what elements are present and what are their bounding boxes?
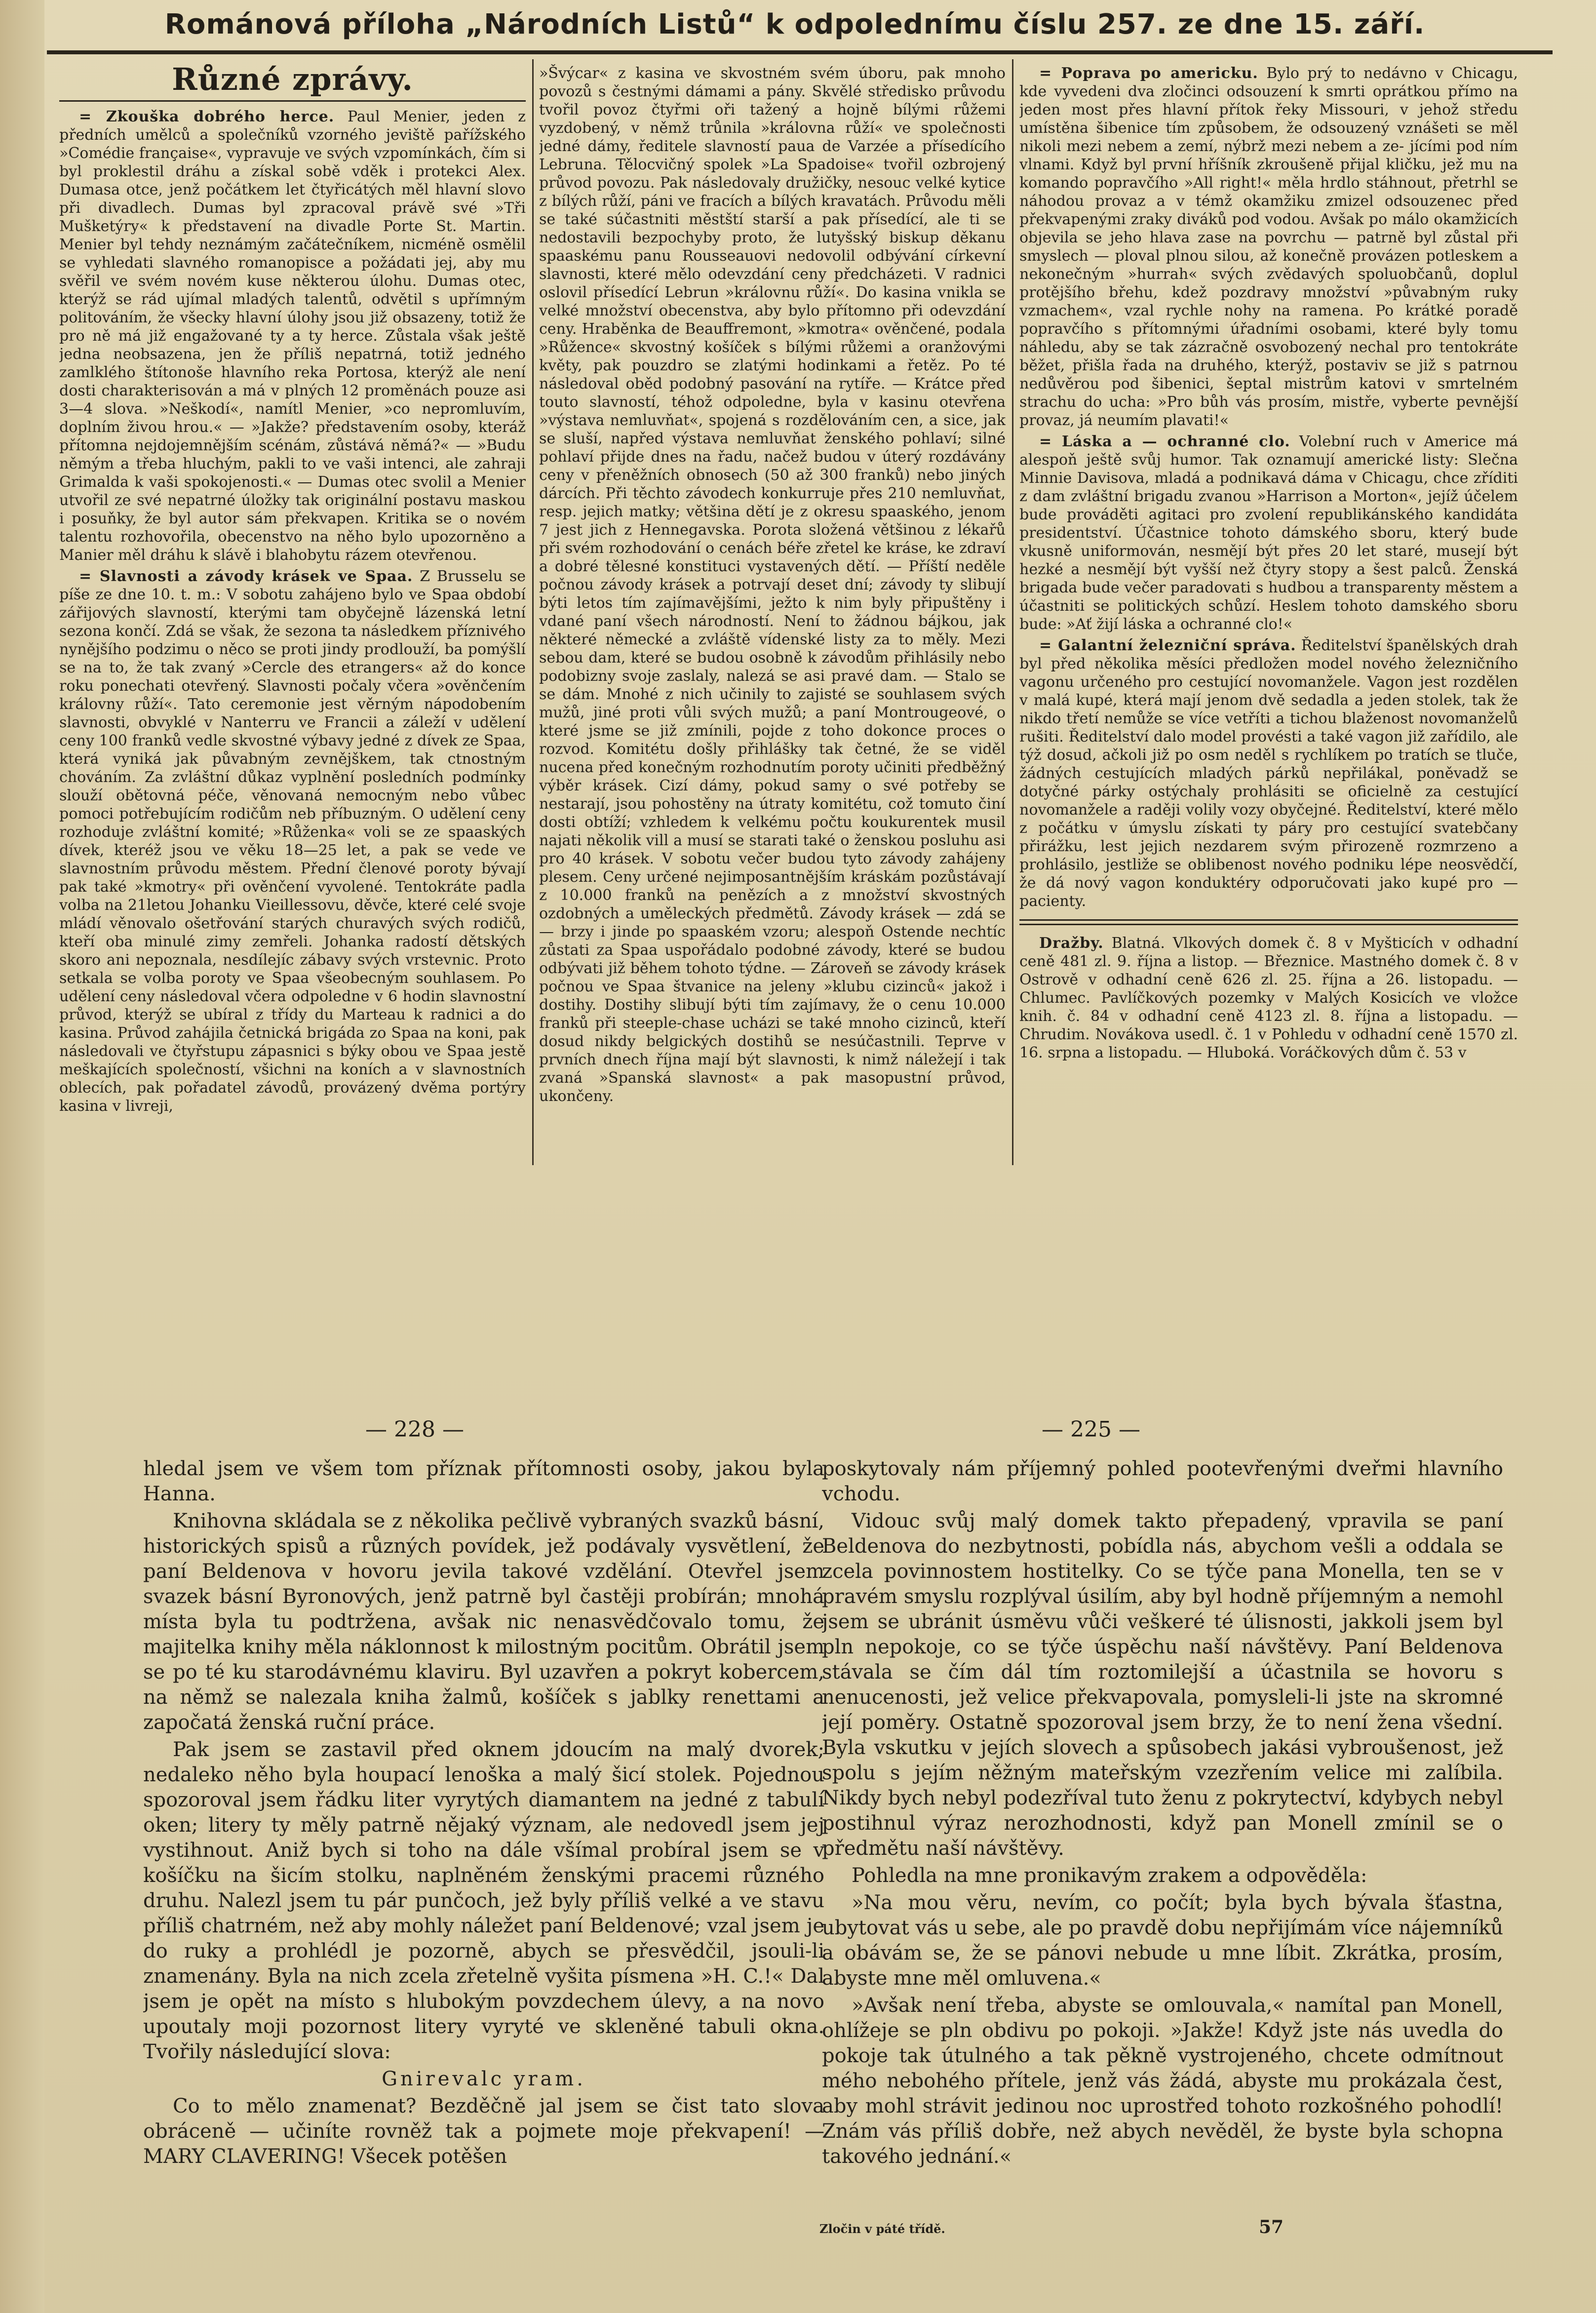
novel-page-right [822, 1456, 1503, 2197]
news-item-title: = Poprava po americku. [1039, 65, 1258, 82]
novel-paragraph: Vidouc svůj malý domek takto přepadený, vpravila se paní Beldenova do nezbytnosti, pobídla nás, abychom vešli a oddala se zcela povinnostem hostitelky. Co se týče pana Monella, ten se v pravém smyslu rozplýval úsilím, aby byl hodně příjemným a nemohl jsem se ubránit úsměvu vůči veškeré té úlisnosti, jakkoli jsem byl pln nepokoje, co se týče úspěchu naší návštěvy. Paní Beldenova stávala se čím dál tím roztomilejší a účastnila se hovoru s nenucenosti, jež velice překvapovala, pomysleli-li jste na skromné její poměry. Ostatně spozoroval jsem brzy, že to není žena všední. Byla vskutku v jejích slovech a spůsobech jakási vybroušenost, jež spolu s jejím něžným mateřským vzezřením velice mi zalíbila. Nikdy bych nebyl podezříval tuto ženu z pokrytectví, kdybych nebyl postihnul výraz nerozhodnosti, když pan Monell zmínil se o předmětu naší návštěvy. [822, 1510, 1503, 1860]
news-item-text: Paul Menier, jeden z předních umělců a společníků vzorného jeviště pařížského »Comédie française«, vypravuje ve svých vzpomínkách, čím si byl proklestil dráhu a získal sobě vděk i protekci Alex. Dumasa otce, jenž počátkem let čtyřicátých měl hlavní slovo při divadlech. Dumas byl zpracoval právě své »Tři Mušketýry« k představení na divadle Porte St. Martin. Menier byl tehdy neznámým začátečníkem, nicméně osmělil se vyhledati slavného romanopisce a požádati jej, aby mu svěřil ve svém novém kuse některou úlohu. Dumas otec, kterýž se rád ujímal mladých talentů, odvětil s upřímným politováním, že všecky hlavní úlohy jsou již obsazeny, totiž že pro ně má již engažované ty a ty herce. Zůstala však ještě jedna neobsazena, jen že příliš nepatrná, totiž jedného zamlklého štítonoše hlavního reka Portosa, kterýž ale není dosti charakterisován a má v plných 12 proměnách pouze asi 3—4 slova. »Neškodí«, namítl Menier, »co nepromluvím, doplním živou hrou.« — »Jakže? představením osoby, kteráž přítomna nejdojemnějším scénám, zůstává němá?« — »Budu němým a třeba hluchým, pakli to ve vaši intenci, ale zahraji Grimalda k vaši spokojenosti.« — Dumas otec svolil a Menier utvořil ze své nepatrné úložky tak originální postavu maskou i posuňky, že byl autor sám překvapen. Kritika se o novém talentu rozhovořila, obecenstvo na něho bylo upozorněno a Manier měl dráhu k slávě i blahobytu rázem otevřenou. [59, 108, 526, 564]
news-item [1019, 432, 1518, 633]
news-item [59, 567, 526, 1115]
news-item-continued: »Švýcar« z kasina ve skvostném svém úboru, pak mnoho povozů s čestnými dámami a pány. Skvělé středisko průvodu tvořil povoz čtyřmi oři tažený a hojně bílými růžemi vyzdobený, v němž trůnila »královna růží« ve společnosti jedné dámy, ředitele slavností paua de Varzée a přísedícího Lebruna. Tělocvičný spolek »La Spadoise« tvořil ozbrojený průvod povozu. Pak následovaly družičky, nesouc velké kytice z bílých růží, páni ve fracích a bílých kravatách. Průvodu měli se také súčastniti městští starší a pak přísedící, ale ti se nedostavili bezpochyby proto, že lutyšský biskup děkanu spaaskému panu Rousseauovi nedovolil odbývání církevní slavnosti, které mělo odevzdání ceny předcházeti. V radnici oslovil přísedící Lebrun »královnu růží«. Do kasina vnikla se velké množství obecenstva, aby bylo přítomno při odevzdání ceny. Hraběnka de Beauffremont, »kmotra« ověnčené, podala »Růžence« skvostný košíček s bílými růžemi a oranžovými květy, pak pouzdro se zlatými hodinkami a řetěz. Po té následoval oběd podobný pasování na rytíře. — Krátce před touto slavností, téhož odpoledne, byla v kasinu otevřena »výstava nemluvňat«, spojená s rozdělováním cen, a sice, jak se sluší, napřed výstava nemluvňat ženského pohlaví; silné pohlaví přijde dnes na řadu, načež budou v úterý rozdávány ceny v přeněžních obnosech (50 až 300 franků) nebo jiných dárcích. Při těchto závodech konkurruje přes 210 nemluvňat, resp. jejich matky; většina dětí je z okresu spaaského, jenom 7 jest jich z Hennegavska. Porota složená většinou z lékařů při svém rozhodování o cenách béře zřetel ke kráse, ke zdraví a dobré tělesné konstituci vystavených dětí. — Příští neděle počnou závody krásek a potrvají deset dní; závody ty slibují býti letos tím zajímavějšími, ježto k nim byly připuštěny i vdané paní všech národností. Není to žádnou bájkou, jak některé německé a zvláště vídenské listy za to měly. Mezi sebou dam, které se budou osobně k závodům přihlásily nebo podobizny svoje zaslaly, nalezá se asi pravé dam. — Stalo se se dám. Mnohé z nich učinily to zajisté se souhlasem svých mužů, jiné proti vůli svých mužů; a paní Montrougeové, o které jsme se již zmínili, pojde z toho dokonce proces o rozvod. Komitétu došly přihlášky tak četné, že se viděl nucena před konečným rozhodnutím poroty učiniti předběžný výběr krásek. Cizí dámy, pokud samy o své potřeby se nestarají, jsou pohostěny na útraty komitétu, což tomuto činí dosti obtíží; vzhledem k velkému počtu koukurentek musil najati několik vill a musí se starati také o ženskou posluhu asi pro 40 krásek. V sobotu večer budou tyto závody zahájeny plesem. Ceny určené nejimposantnějším kráskám pozůstávají z 10.000 franků na penězích a z množství skvostných ozdobných a uměleckých předmětů. Závody krásek — zdá se — brzy i jinde po spaaském vzoru; alespoň Ostende nechtíc zůstati za Spaa uspořádalo podobné závody, které se budou odbývati již během tohoto týdne. — Zároveň se závody krásek počnou ve Spaa štvanice na jeleny »klubu cizinců« jakož i dostihy. Dostihy slibují býti tím zajímavy, že o cenu 10.000 franků při steeple-chase ucházi se také mnoho cizinců, kteří dosud nikdy belgických dostihů se nesúčastnili. Teprve v prvních dnech října mají být slavnosti, k nimž náležejí i tak zvaná »Spanská slavnost« a pak masopustní průvod, ukončeny. [539, 65, 1006, 1105]
column-divider [532, 59, 534, 1165]
page-edge-shadow [0, 0, 44, 2313]
banner-rule [47, 50, 1553, 54]
auctions-item [1019, 934, 1518, 1062]
page-number-right: — 225 — [1042, 1417, 1140, 1442]
novel-paragraph: Co to mělo znamenat? Bezděčně jal jsem se čist tato slova obráceně — učiníte rovněž tak a pojmete moje překvapení! — MARY CLAVERING! Všecek potěšen [143, 2095, 824, 2168]
novel-paragraph: Knihovna skládala se z několika pečlivě vybraných svazků básní, historických spisů a různých povídek, jež podávaly vysvětlení, že paní Beldenova v hovoru jevila takové vzdělání. Otevřel jsem svazek básní Byronových, jenž patrně byl častěji probírán; mnohá místa byla tu podtržena, avšak nic nenasvědčovalo tomu, že majitelka knihy měla náklonnost k milostným pocitům. Obrátil jsem se po té ku starodávnému klaviru. Byl uzavřen a pokryt kobercem, na němž se nalezala kniha žalmů, košíček s jablky renettami a započatá ženská ruční práce. [143, 1510, 824, 1734]
news-item-text: Volební ruch v Americe má alespoň ještě svůj humor. Tak oznamují americké listy: Slečna Minnie Davisova, mladá a podnikavá dáma v Chicagu, chce zříditi z dam zvláštní brigadu zvanou »Harrison a Morton«, jejíž účelem bude prováděti agitaci pro zvolení republikánského kandidáta presidentství. Účastnice tohoto dámského sboru, který bude vkusně uniformován, nesmějí být přes 20 let staré, musejí být hezké a nesmějí být vyšší než čtyry stopy a šest palců. Ženská brigada bude večer paradovati s hudbou a transparenty městem a účastniti se politických schůzí. Heslem tohoto damského sboru bude: »Ať žijí láska a ochranné clo!« [1019, 433, 1518, 633]
novel-page-left [143, 1456, 824, 2207]
news-item-title: = Zkouška dobrého herce. [79, 108, 335, 125]
news-item-title: = Láska a — ochranné clo. [1039, 433, 1290, 450]
news-item [59, 108, 526, 564]
section-heading: Různé zprávy. [172, 64, 413, 97]
news-item-title: = Slavnosti a závody krásek ve Spaa. [79, 568, 413, 585]
column-divider [1012, 59, 1013, 1165]
novel-paragraph: Pohledla na mne pronikavým zrakem a odpověděla: [852, 1864, 1367, 1887]
novel-paragraph: hledal jsem ve všem tom příznak přítomnosti osoby, jakou byla Hanna. [143, 1457, 824, 1505]
news-item [1019, 636, 1518, 910]
heading-rule [59, 100, 526, 102]
news-item [1019, 64, 1518, 430]
auctions-text: Blatná. Vlkových domek č. 8 v Myšticích v odhadní ceně 481 zl. 9. října a listop. — Březnice. Mastného domek č. 8 v Ostrově v odhadní ceně 626 zl. 25. října a 26. listopadu. — Chlumec. Pavlíčkových pozemky v Malých Kosicích ve vložce knih. č. 84 v odhadní ceně 4123 zl. 8. října a listopadu. — Chrudim. Novákova usedl. č. 1 v Pohledu v odhadní ceně 1570 zl. 16. srpna a listopadu. — Hluboká. Voráčkových dům č. 53 v [1019, 935, 1518, 1061]
engraved-words: Gnirevalc yram. [382, 2068, 586, 2090]
auctions-title: Dražby. [1039, 935, 1104, 952]
auctions-rule [1019, 919, 1518, 925]
news-item-text: Z Brusselu se píše ze dne 10. t. m.: V sobotu zahájeno bylo ve Spaa období zářijových slavností, kterými tam obyčejně lázenská letní sezona končí. Zdá se však, že sezona ta následkem příznivého nynějšího podzimu o něco se proti jindy prodlouží, ba pomýšlí se na to, že tak zvaný »Cercle des etrangers« až do konce roku ponechati otevřený. Slavnosti počaly včera »ověnčením královny růží«. Tato ceremonie jest věrným nápodobením slavnosti, obvyklé v Nanterru ve Francii a záleží v udělení ceny 100 franků vedle skvostné výbavy jedné z dívek ze Spaa, která vyniká jak půvabným zevnějškem, tak ctnostným chováním. Za zvláštní důkaz vyplnění posledních podmínky slouží obětovná péče, věnovaná nemocným nebo vůbec pomoci potřebujícím rodičům neb příbuzným. O udělení ceny rozhoduje zvláštní komité; »Růženka« voli se ze spaaských dívek, kteréž jsou ve věku 18—25 let, a pak se vede ve slavnostním průvodu městem. Přední členové poroty bývají pak také »kmotry« při ověnčení vyvolené. Tentokráte padla volba na 21letou Johanku Vieillessovu, děvče, které celé svoje mládí věnovalo ošetřování starých churavých svých rodičů, kteří oba minulé zimy zemřeli. Johanka radostí dětských skoro ani nepoznala, nesdílejíc zábavy svých vrstevnic. Proto setkala se volba poroty ve Spaa všeobecným souhlasem. Po udělení ceny následoval včera odpoledne v 6 hodin slavnostní průvod, kterýž se ubíral z třídy du Marteau k radnici a do kasina. Průvod zahájila četnická brigáda zo Spaa na koni, pak následovali ve čtyřstupu zápasnici s býky obou ve Spaa jestě meškajících společností, všichni na koních a v slavnostních oblecích, pak pořadatel závodů, provázený dvěma portýry kasina v livreji, [59, 568, 526, 1115]
novel-paragraph: Pak jsem se zastavil před oknem jdoucím na malý dvorek; nedaleko něho byla houpací lenoška a malý šicí stolek. Pojednou spozoroval jsem řádku liter vyrytých diamantem na jedné z tabulí oken; litery ty měly patrně nějaký význam, ale nedovedl jsem jej vystihnout. Aniž bych si toho na dále všímal probíral jsem se v košíčku na šicím stolku, naplněném ženskými pracemi různého druhu. Nalezl jsem tu pár punčoch, jež byly příliš velké a ve stavu příliš chatrném, než aby mohly náležet paní Beldenové; vzal jsem je do ruky a prohlédl je pozorně, abych se přesvědčil, jsouli-li znamenány. Byla na nich zcela zřetelně vyšita písmena »H. C.!« Dal jsem je opět na místo s hlubokým povzdechem úlevy, a na novo upoutaly moji pozornost litery vyryté ve skleněné tabuli okna. Tvořily následující slova: [143, 1738, 824, 2063]
news-column-3 [1019, 64, 1518, 1165]
news-column-1 [59, 64, 526, 1165]
novel-paragraph: »Avšak není třeba, abyste se omlouvala,« namítal pan Monell, ohlížeje se pln obdivu po pokoji. »Jakže! Když jste nás uvedla do pokoje tak útulného a tak pěkně vystrojeného, chcete odmítnout mého nebohého přítele, jenž vás žádá, abyste mu prokázala čest, aby mohl strávit jedinou noc uprostřed tohoto rozkošného pohodlí! Znám vás příliš dobře, než abych nevěděl, že byste byla schopna takového jednání.« [822, 1994, 1503, 2168]
news-item-text: Bylo prý to nedávno v Chicagu, kde vyvedeni dva zločinci odsouzení k smrti oprátkou přímo na jeden most přes hlavní přítok řeky Missouri, v jehož středu umístěna šibenice tím způsobem, že odsouzený vznášeti se měl nikoli mezi nebem a zemí, nýbrž mezi nebem a ze- jícími pod ním vlnami. Když byl první hříšník zkroušeně přijal kličku, jež mu na komando popravčího »All right!« měla hrdlo stáhnout, přetrhl se náhodou provaz a v témž okamžiku zmizel odsouzenec před překvapenými zraky diváků pod vodou. Avšak po málo okamžicích objevila se jeho hlava zase na povrchu — patrně byl zůstal při smyslech — ploval plnou silou, až konečně provázen potleskem a nekonečným »hurrah« svých zvědavých spoluobčanů, doplul protějšího břehu, kdež pozdravy množství »půvabným ruky vzmachem«, vzal rychle nohy na ramena. Po krátké poradě popravčího s přítomnými úřadními osobami, které byly tomu náhledu, aby se tak zázračně osvobozený nechal pro tentokráte běžet, přišla řada na druhého, kterýž, postaviv se již s patrnou nedůvěrou pod šibenici, šeptal mistrům katovi v smrtelném strachu do ucha: »Pro bůh vás prosím, mistře, vyberte pevnější provaz, já neumím plavati!« [1019, 65, 1518, 429]
footer-title: Zločin v páté třídě. [819, 2222, 945, 2236]
novel-paragraph: »Na mou věru, nevím, co počít; byla bych bývala šťastna, ubytovat vás u sebe, ale po pravdě dobu nepřijímám více nájemníků a obávám se, že se pánovi nebude u mne líbit. Zkrátka, prosím, abyste mne měl omluvena.« [822, 1891, 1503, 1990]
news-item-text: Ředitelství španělských drah byl před několika měsíci předložen model nového železničního vagonu určeného pro cestující novomanžele. Vagon jest rozdělen v malá kupé, která mají jenom dvě sedadla a jeden stolek, tak že nikdo třetí nemůže se více vetříti a tichou blaženost novomanželů rušiti. Ředitelství dalo model provésti a také vagon již zařídilo, ale týž dosud, ačkoli již po osm neděl s rychlíkem po tratích se tluče, žádných cestujících mladých párků nepřilákal, poněvadž se dotyčné párky ostýchaly prohlásiti se oficielně za cestující novomanžele a raději volily vozy obyčejné. Ředitelství, které mělo z počátku v úmyslu získati ty páry pro cestující svatebčany přirážku, lest jejich nezdarem svým přirozeně rozmrzeno a prohlásilo, jestliže se oblibenost nového podniku lépe neosvědčí, že dá nový vagon konduktéry odporučovati jako kupé pro — pacienty. [1019, 637, 1518, 910]
page-number-left: — 228 — [365, 1417, 464, 1442]
supplement-banner: Románová příloha „Národních Listů“ k odpolednímu číslu 257. ze dne 15. září. [164, 8, 1425, 40]
novel-paragraph: poskytovaly nám příjemný pohled pootevřenými dveřmi hlavního vchodu. [822, 1457, 1503, 1505]
footer-sheet-number: 57 [1259, 2217, 1284, 2237]
news-column-2 [539, 64, 1006, 1165]
news-item-title: = Galantní železniční správa. [1039, 637, 1296, 654]
